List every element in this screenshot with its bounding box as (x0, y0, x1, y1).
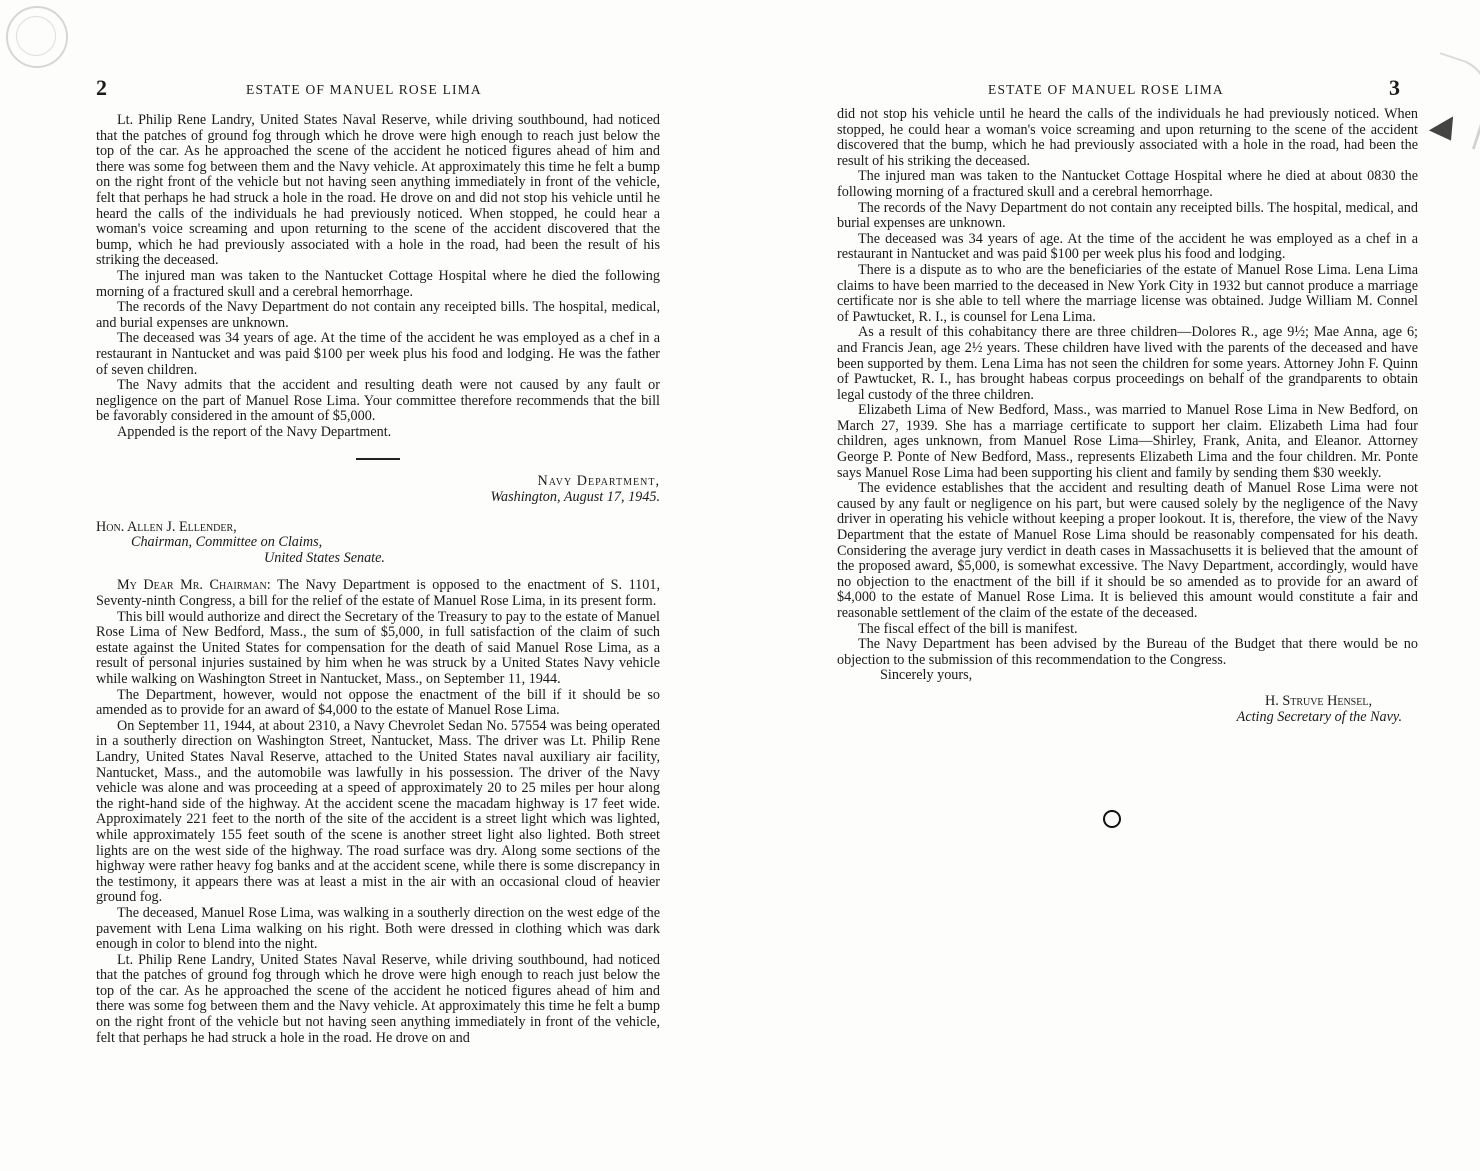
addressee-block (96, 520, 660, 567)
addressee-body: United States Senate. (264, 549, 385, 566)
signature-title: Acting Secretary of the Navy. (1236, 708, 1402, 725)
letter-text: The Navy Department is opposed to the enactment of S. 1101, Seventy-ninth Congress, a bill for the relief of the estate of Manuel Rose Lima, in its present form. (96, 577, 660, 610)
letterhead-org: Navy Department, (537, 473, 660, 490)
paragraph: The fiscal effect of the bill is manifest. (858, 620, 1078, 637)
paragraph: The deceased was 34 years of age. At the time of the accident he was employed as a chef in a restaurant in Nantucket and was paid $100 per week plus his food and lodging. He was the father of seven children. (96, 330, 660, 378)
running-head: ESTATE OF MANUEL ROSE LIMA (988, 82, 1224, 97)
paragraph: The injured man was taken to the Nantucket Cottage Hospital where he died the following morning of a fractured skull and a cerebral hemorrhage. (96, 267, 660, 300)
text-column (96, 113, 660, 1046)
letter-paragraph (96, 578, 660, 609)
page-number: 2 (96, 75, 107, 100)
letter-paragraph: The Department, however, would not oppose the enactment of the bill if it should be so amended as to provide for an award of $4,000 to the estate of Manuel Rose Lima. (96, 686, 660, 719)
addressee-title: Chairman, Committee on Claims, (131, 534, 323, 551)
right-page (740, 0, 1480, 1171)
letter-date: Washington, August 17, 1945. (490, 489, 660, 506)
signature-block (837, 694, 1418, 725)
text-column (837, 107, 1418, 725)
paragraph: The Navy admits that the accident and resulting death were not caused by any fault or negligence on the part of Manuel Rose Lima. Your committee therefore recommends that the bill be favorably considered in the amount of $5,000. (96, 377, 660, 425)
paragraph: The deceased was 34 years of age. At the time of the accident he was employed as a chef in a restaurant in Nantucket and was paid $100 per week plus his food and lodging. (837, 230, 1418, 263)
paragraph: did not stop his vehicle until he heard the calls of the individuals he had previously noticed. When stopped, he could hear a woman's voice screaming and upon returning to the scene of the accident discovered that the bump, which he had previously associated with a hole in the road, had been the result of his striking the deceased. (837, 106, 1418, 169)
closing (837, 668, 1418, 684)
paragraph: The evidence establishes that the accident and resulting death of Manuel Rose Lima were not caused by any fault or negligence on his part, but were caused solely by the negligence of the Navy driver in operating his vehicle without keeping a proper lookout. It is, therefore, the view of the Navy Department that the estate of Manuel Rose Lima should be reasonably compensated for his death. Considering the average jury verdict in death cases in Massachusetts it is believed that the amount of the proposed award, $5,000, is somewhat excessive. The Navy Department, accordingly, would have no objection to the enactment of the bill if it should be so amended as to provide for an award of $4,000 to the estate of Manuel Rose Lima. It is believed this amount would constitute a fair and reasonable settlement of the claim of the estate of the deceased. (837, 480, 1418, 621)
letter-paragraph: Lt. Philip Rene Landry, United States Naval Reserve, while driving southbound, had noticed that the patches of ground fog through which he drove were high enough to reach just below the top of the car. As he approached the scene of the accident he noticed figures ahead of him and there was some fog between them and the Navy vehicle. At approximately this time he felt a bump on the right front of the vehicle but not having seen anything immediately in front of the vehicle, felt that perhaps he had struck a hole in the road. He drove on and (96, 951, 660, 1046)
paragraph: The Navy Department has been advised by the Bureau of the Budget that there would be no objection to the submission of this recommendation to the Congress. (837, 636, 1418, 668)
paragraph: As a result of this cohabitancy there are three children—Dolores R., age 9½; Mae Anna, age 6; and Francis Jean, age 2½ years. These children have lived with the parents of the deceased and have been supported by them. Lena Lima has not seen the children for some years. Attorney John F. Quinn of Pawtucket, R. I., has brought habeas corpus proceedings on behalf of the grandparents to obtain legal custody of the three children. (837, 324, 1418, 403)
letter-paragraph: This bill would authorize and direct the Secretary of the Treasury to pay to the estate of Manuel Rose Lima of New Bedford, Mass., the sum of $5,000, in full satisfaction of the claim of such estate against the United States for compensation for the death of said Manuel Rose Lima, as a result of personal injuries sustained by him when he was struck by a United States Navy vehicle while walking on Washington Street in Nantucket, Mass., on September 11, 1944. (96, 608, 660, 687)
library-stamp-icon (6, 6, 68, 68)
signature-name: H. Struve Hensel, (1264, 692, 1372, 709)
addressee-name: Hon. Allen J. Ellender, (96, 518, 237, 535)
letter-paragraph: On September 11, 1944, at about 2310, a Navy Chevrolet Sedan No. 57554 was being operated in a southerly direction on Washington Street, Nantucket, Mass. The driver was Lt. Philip Rene Landry, United States Naval Reserve, attached to the United States naval auxiliary air facility, Nantucket, Mass., and the automobile was lawfully in his possession. The driver of the Navy vehicle was alone and was proceeding at a speed of approximately 20 to 25 miles per hour along the right-hand side of the highway. At the accident scene the macadam highway is 17 feet wide. Approximately 221 feet to the north of the site of the accident is a street light which was lighted, while approximately 155 feet south of the scene is another street light also lighted. Both street lights are on the west side of the highway. The road surface was dry. Along some sections of the highway were rather heavy fog banks and at the accident scene, while there is some discrepancy in the testimony, it appears there was at least a mist in the air with an occasional cloud of heavier ground fog. (96, 717, 660, 906)
page-number: 3 (1389, 75, 1400, 100)
paragraph: The injured man was taken to the Nantucket Cottage Hospital where he died at about 0830 the following morning of a fractured skull and a cerebral hemorrhage. (837, 168, 1418, 200)
circle-mark-icon (1103, 810, 1121, 828)
letterhead (96, 474, 660, 505)
paragraph: There is a dispute as to who are the beneficiaries of the estate of Manuel Rose Lima. Lena Lima claims to have been married to the deceased in New York City in 1932 but cannot produce a marriage certificate nor is she able to tell where the marriage license was obtained. Judge William M. Connel of Pawtucket, R. I., is counsel for Lena Lima. (837, 261, 1418, 325)
separator-rule (356, 458, 400, 460)
running-head: ESTATE OF MANUEL ROSE LIMA (246, 82, 482, 97)
paragraph: The records of the Navy Department do not contain any receipted bills. The hospital, medical, and burial expenses are unknown. (96, 299, 660, 331)
paragraph: Appended is the report of the Navy Department. (117, 423, 392, 440)
letter-paragraph: The deceased, Manuel Rose Lima, was walking in a southerly direction on the west edge of the pavement with Lena Lima walking on his right. Both were dressed in clothing which was dark enough in color to blend into the night. (96, 904, 660, 953)
paragraph: The records of the Navy Department do not contain any receipted bills. The hospital, medical, and burial expenses are unknown. (837, 199, 1418, 232)
paragraph: Lt. Philip Rene Landry, United States Naval Reserve, while driving southbound, had noticed that the patches of ground fog through which he drove were high enough to reach just below the top of the car. As he approached the scene of the accident he noticed figures ahead of him and there was some fog between them and the Navy vehicle. At approximately this time he felt a bump on the right front of the vehicle but not having seen anything immediately in front of the vehicle, felt that perhaps he had struck a hole in the road. He drove on and did not stop his vehicle until he heard the calls of the individuals he had previously noticed. When stopped, he could hear a woman's voice screaming and upon returning to the scene of the accident discovered that the bump, which he had previously associated with a hole in the road, had been the result of his striking the deceased. (96, 112, 660, 269)
paragraph: Elizabeth Lima of New Bedford, Mass., was married to Manuel Rose Lima in New Bedford, on March 27, 1939. She has a marriage certificate to support her claim. Elizabeth Lima had four children, ages unknown, from Manuel Rose Lima—Shirley, Frank, Anita, and Eleanor. Attorney George P. Ponte of New Bedford, Mass., represents Elizabeth Lima and the four children. Mr. Ponte says Manuel Rose Lima had been supporting his client and family by sending them $30 weekly. (837, 402, 1418, 481)
salutation: My Dear Mr. Chairman: (117, 577, 271, 594)
closing-text: Sincerely yours, (880, 667, 973, 684)
